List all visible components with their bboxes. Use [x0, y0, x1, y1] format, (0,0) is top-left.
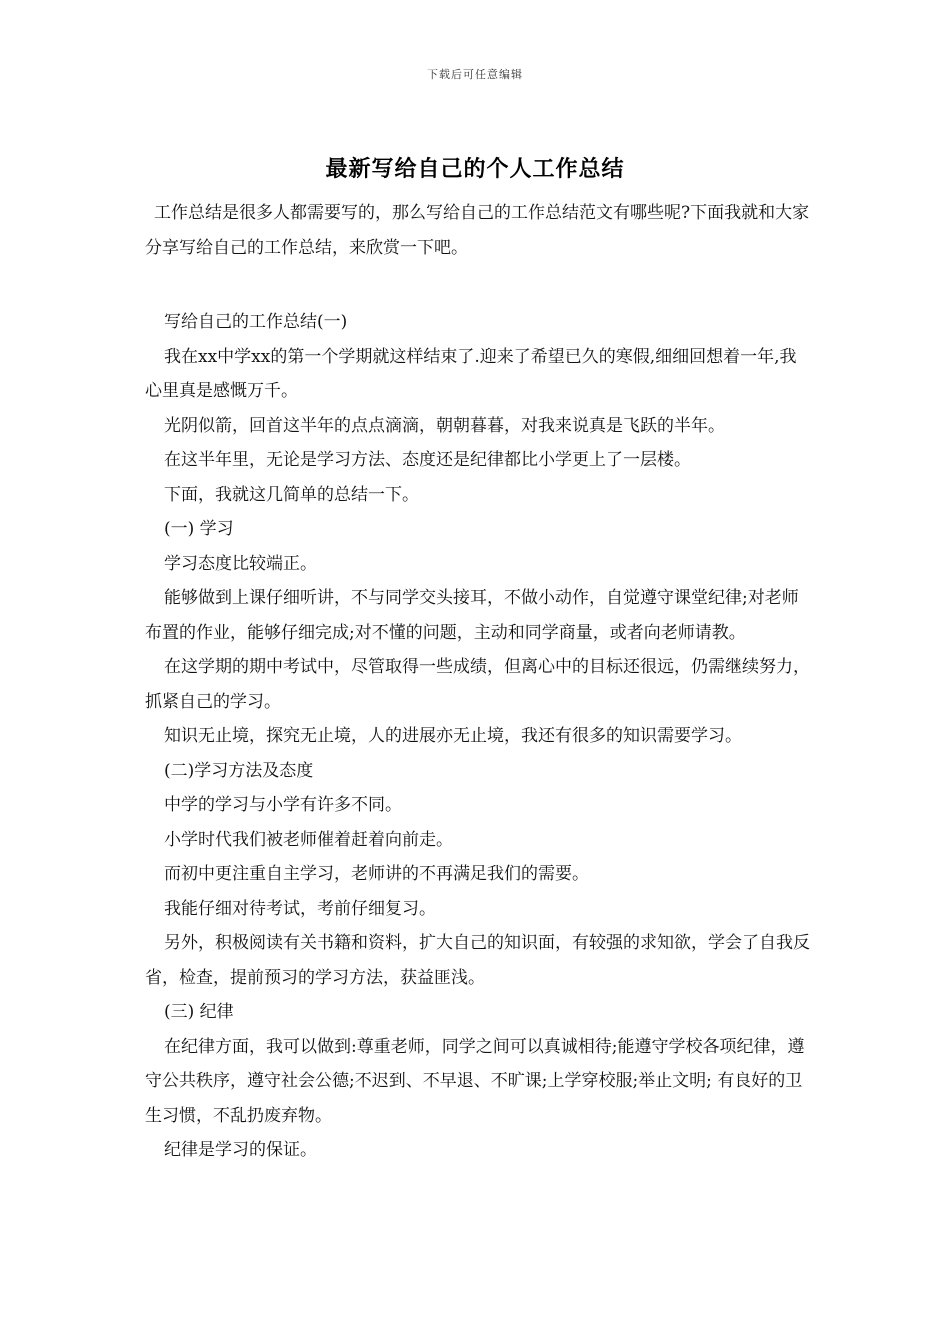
subsection-heading: (二)学习方法及态度: [164, 760, 314, 781]
paragraph: 在纪律方面，我可以做到:尊重老师，同学之间可以真诚相待;能遵守学校各项纪律，遵守公共秩序，遵守社会公德;不迟到、不早退、不旷课;上学穿校服;举止文明; 有良好的卫生习惯，不乱扔废弃物。: [145, 1036, 805, 1126]
document-body: [145, 196, 810, 1168]
paragraph: 中学的学习与小学有许多不同。: [164, 795, 402, 815]
section-heading: 写给自己的工作总结(一): [164, 312, 348, 332]
paragraph: 我在xx中学xx的第一个学期就这样结束了.迎来了希望已久的寒假,细细回想着一年,我心里真是感慨万千。: [145, 346, 797, 401]
paragraph: 能够做到上课仔细听讲，不与同学交头接耳，不做小动作，自觉遵守课堂纪律;对老师布置的作业，能够仔细完成;对不懂的问题，主动和同学商量，或者向老师请教。: [145, 588, 799, 643]
paragraph: 在这半年里，无论是学习方法、态度还是纪律都比小学更上了一层楼。: [164, 450, 691, 470]
paragraph: 小学时代我们被老师催着赶着向前走。: [164, 829, 453, 850]
document-title: 最新写给自己的个人工作总结: [325, 156, 625, 182]
subsection-heading: (三) 纪律: [164, 1002, 234, 1022]
paragraph-spacer: [145, 265, 810, 305]
paragraph: 知识无止境，探究无止境，人的进展亦无止境，我还有很多的知识需要学习。: [164, 726, 742, 746]
subsection-heading: (一) 学习: [164, 519, 234, 539]
header-note: 下载后可任意编辑: [427, 68, 523, 81]
paragraph: 下面，我就这几简单的总结一下。: [164, 484, 419, 505]
paragraph: 纪律是学习的保证。: [164, 1140, 317, 1160]
paragraph: 我能仔细对待考试，考前仔细复习。: [164, 898, 436, 919]
paragraph: 光阴似箭，回首这半年的点点滴滴，朝朝暮暮，对我来说真是飞跃的半年。: [164, 415, 725, 436]
intro-paragraph: 工作总结是很多人都需要写的，那么写给自己的工作总结范文有哪些呢?下面我就和大家分享写给自己的工作总结，来欣赏一下吧。: [145, 203, 810, 258]
paragraph: 而初中更注重自主学习，老师讲的不再满足我们的需要。: [164, 864, 589, 884]
paragraph: 另外，积极阅读有关书籍和资料，扩大自己的知识面，有较强的求知欲，学会了自我反省，检查，提前预习的学习方法，获益匪浅。: [145, 933, 810, 988]
paragraph: 学习态度比较端正。: [164, 553, 317, 574]
paragraph: 在这学期的期中考试中，尽管取得一些成绩，但离心中的目标还很远，仍需继续努力，抓紧自己的学习。: [145, 657, 810, 712]
